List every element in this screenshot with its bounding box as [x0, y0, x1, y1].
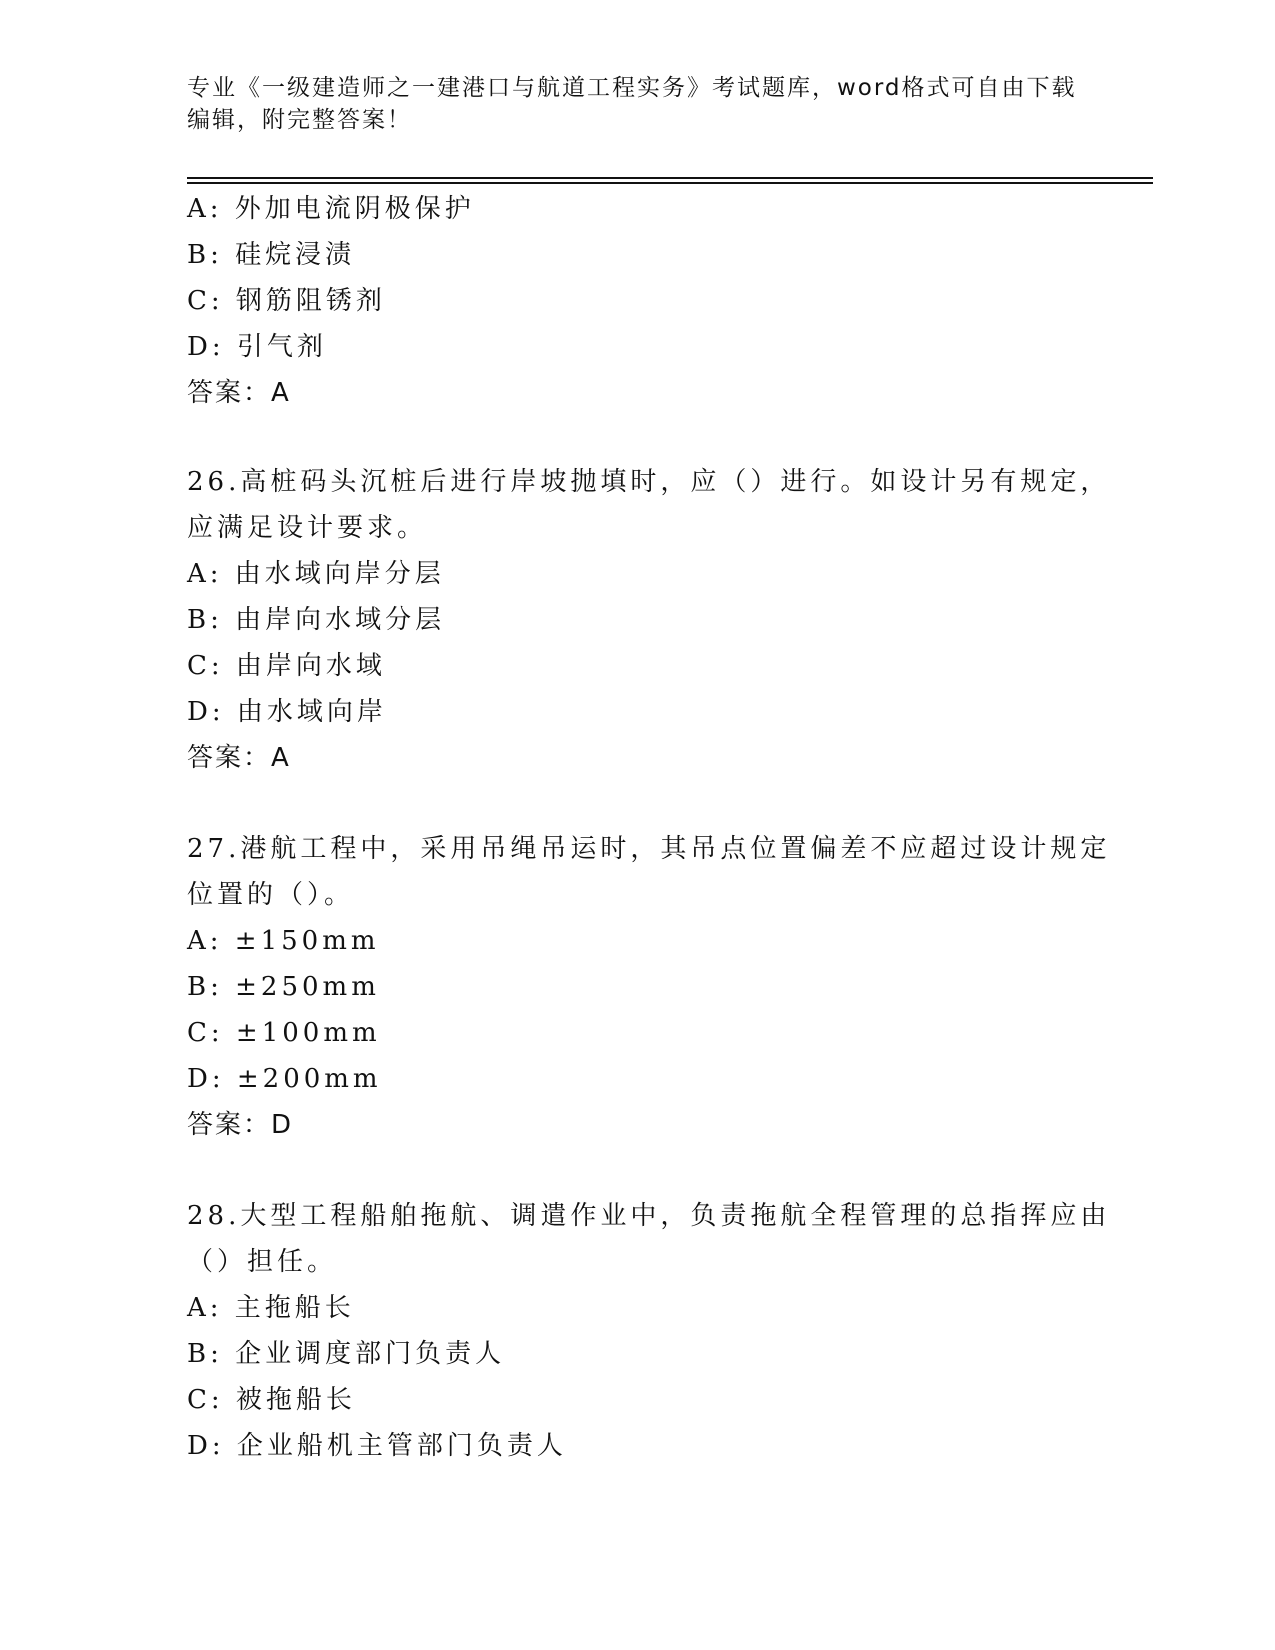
answer: 答案：A [187, 743, 291, 773]
option-b: B: ±250mm [187, 972, 380, 1002]
header-divider-top [187, 177, 1153, 179]
question-27 [187, 826, 1111, 1148]
option-c: C: 被拖船长 [187, 1385, 356, 1415]
header-divider-bottom [187, 182, 1153, 184]
answer: 答案：D [187, 1110, 294, 1140]
option-a: A: 外加电流阴极保护 [187, 194, 475, 224]
question-28 [187, 1193, 1111, 1469]
option-c: C: 钢筋阻锈剂 [187, 286, 386, 316]
question-25-tail [187, 186, 1087, 416]
option-b: B: 硅烷浸渍 [187, 240, 356, 270]
option-a: A: ±150mm [187, 926, 380, 956]
option-c: C: ±100mm [187, 1018, 381, 1048]
question-stem-line-2: 应满足设计要求。 [187, 513, 428, 543]
question-26 [187, 459, 1111, 781]
option-d: D: 由水域向岸 [187, 697, 387, 727]
question-stem-line-1: 28.大型工程船舶拖航、调遣作业中，负责拖航全程管理的总指挥应由 [187, 1201, 1111, 1231]
option-d: D: ±200mm [187, 1064, 382, 1094]
option-a: A: 主拖船长 [187, 1293, 355, 1323]
header-line-2: 编辑，附完整答案！ [187, 107, 412, 133]
document-header [187, 72, 1077, 136]
option-b: B: 由岸向水域分层 [187, 605, 446, 635]
option-a: A: 由水域向岸分层 [187, 559, 445, 589]
question-stem-line-2: （）担任。 [187, 1247, 338, 1277]
question-stem-line-2: 位置的（）。 [187, 880, 355, 910]
answer: 答案：A [187, 378, 291, 408]
option-d: D: 企业船机主管部门负责人 [187, 1431, 567, 1461]
question-stem-line-1: 26.高桩码头沉桩后进行岸坡抛填时，应（）进行。如设计另有规定， [187, 467, 1111, 497]
option-c: C: 由岸向水域 [187, 651, 386, 681]
question-stem-line-1: 27.港航工程中，采用吊绳吊运时，其吊点位置偏差不应超过设计规定 [187, 834, 1111, 864]
option-d: D: 引气剂 [187, 332, 327, 362]
option-b: B: 企业调度部门负责人 [187, 1339, 506, 1369]
header-line-1: 专业《一级建造师之一建港口与航道工程实务》考试题库，word格式可自由下载 [187, 75, 1077, 101]
